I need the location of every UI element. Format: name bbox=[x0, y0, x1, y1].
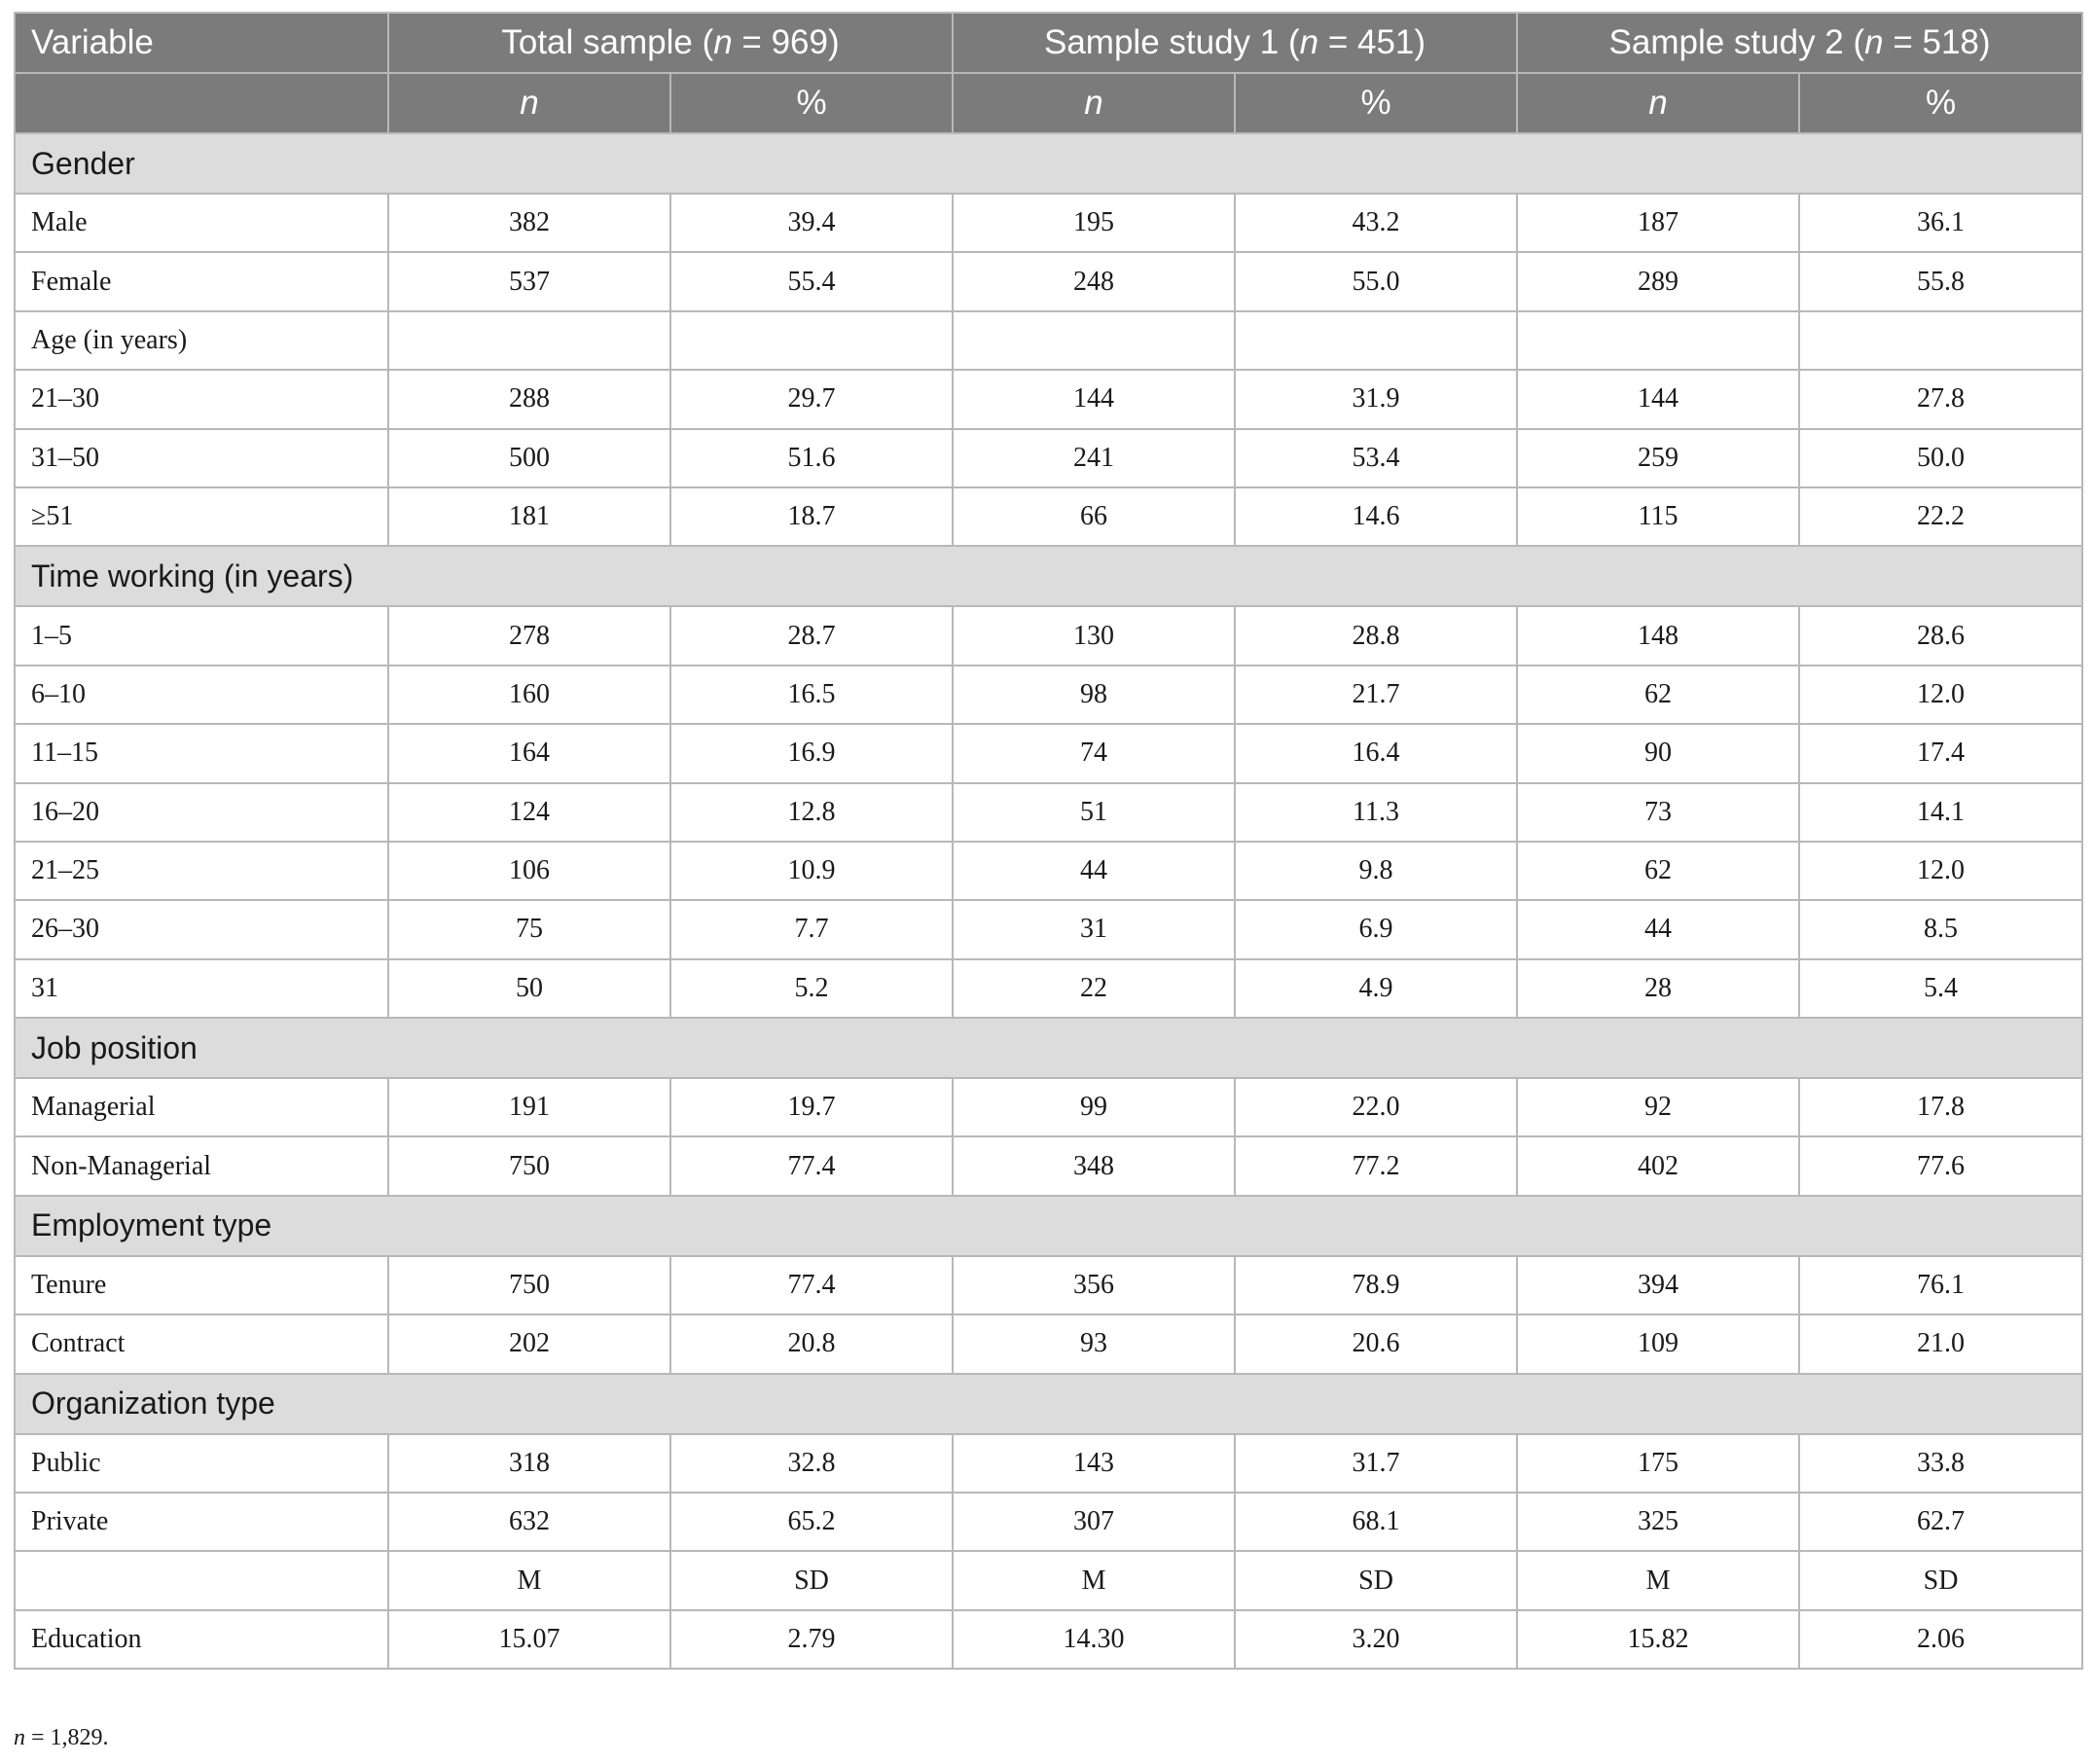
table-row bbox=[15, 1314, 2082, 1373]
section-title: Organization type bbox=[15, 1374, 2082, 1434]
cell-n: 382 bbox=[388, 194, 670, 252]
cell-percent: 20.6 bbox=[1235, 1314, 1517, 1373]
cell-n: 394 bbox=[1517, 1256, 1799, 1314]
cell-n: 181 bbox=[388, 487, 670, 546]
cell-percent: 55.8 bbox=[1799, 252, 2082, 310]
cell-percent: 65.2 bbox=[670, 1493, 953, 1551]
cell-n: 124 bbox=[388, 783, 670, 842]
cell-n: M bbox=[1517, 1551, 1799, 1609]
cell-percent: 28.6 bbox=[1799, 606, 2082, 665]
table-body bbox=[15, 133, 2082, 1669]
cell-n: 51 bbox=[953, 783, 1235, 842]
cell-percent: 33.8 bbox=[1799, 1434, 2082, 1493]
cell-percent: SD bbox=[1235, 1551, 1517, 1609]
section-row-job-position bbox=[15, 1018, 2082, 1078]
cell-percent: 51.6 bbox=[670, 429, 953, 487]
cell-n: 148 bbox=[1517, 606, 1799, 665]
cell-percent: 53.4 bbox=[1235, 429, 1517, 487]
cell-percent: 39.4 bbox=[670, 194, 953, 252]
cell-n: 50 bbox=[388, 959, 670, 1018]
row-label: ≥51 bbox=[15, 487, 388, 546]
cell-percent: 55.4 bbox=[670, 252, 953, 310]
cell-percent: 10.9 bbox=[670, 842, 953, 900]
cell-percent: 16.5 bbox=[670, 666, 953, 724]
table-row bbox=[15, 1136, 2082, 1195]
subheader-n: n bbox=[1517, 73, 1799, 133]
cell-n: 62 bbox=[1517, 666, 1799, 724]
cell-percent: 19.7 bbox=[670, 1078, 953, 1136]
row-label: Tenure bbox=[15, 1256, 388, 1314]
cell-n bbox=[953, 311, 1235, 370]
cell-percent: 28.7 bbox=[670, 606, 953, 665]
cell-n bbox=[388, 311, 670, 370]
cell-n: 356 bbox=[953, 1256, 1235, 1314]
cell-n: 325 bbox=[1517, 1493, 1799, 1551]
cell-n: 164 bbox=[388, 724, 670, 782]
table-row bbox=[15, 1078, 2082, 1136]
row-label: 21–30 bbox=[15, 370, 388, 428]
cell-n: M bbox=[388, 1551, 670, 1609]
table-row bbox=[15, 311, 2082, 370]
subheader-percent: % bbox=[1799, 73, 2082, 133]
cell-n: 15.07 bbox=[388, 1610, 670, 1669]
cell-n: 160 bbox=[388, 666, 670, 724]
subheader-n: n bbox=[953, 73, 1235, 133]
section-row-gender bbox=[15, 133, 2082, 194]
cell-percent: 21.0 bbox=[1799, 1314, 2082, 1373]
table-footnote: n = 1,829. bbox=[14, 1725, 109, 1750]
cell-percent: 31.7 bbox=[1235, 1434, 1517, 1493]
section-row-employment-type bbox=[15, 1196, 2082, 1256]
table-row bbox=[15, 370, 2082, 428]
table-row bbox=[15, 1551, 2082, 1609]
cell-percent bbox=[670, 311, 953, 370]
cell-percent: 31.9 bbox=[1235, 370, 1517, 428]
cell-n: 278 bbox=[388, 606, 670, 665]
row-label: 16–20 bbox=[15, 783, 388, 842]
row-label: 26–30 bbox=[15, 900, 388, 958]
cell-percent: 27.8 bbox=[1799, 370, 2082, 428]
cell-percent: 29.7 bbox=[670, 370, 953, 428]
cell-n: 22 bbox=[953, 959, 1235, 1018]
cell-n: 144 bbox=[953, 370, 1235, 428]
cell-n: 93 bbox=[953, 1314, 1235, 1373]
cell-percent: 4.9 bbox=[1235, 959, 1517, 1018]
cell-percent: 76.1 bbox=[1799, 1256, 2082, 1314]
cell-percent: 2.06 bbox=[1799, 1610, 2082, 1669]
cell-percent: 43.2 bbox=[1235, 194, 1517, 252]
cell-percent: 22.0 bbox=[1235, 1078, 1517, 1136]
cell-n: 202 bbox=[388, 1314, 670, 1373]
cell-percent: 32.8 bbox=[670, 1434, 953, 1493]
row-label: Age (in years) bbox=[15, 311, 388, 370]
header-sample-study-2: Sample study 2 (n = 518) bbox=[1517, 13, 2082, 73]
row-label: Non-Managerial bbox=[15, 1136, 388, 1195]
cell-percent: 17.4 bbox=[1799, 724, 2082, 782]
table-row bbox=[15, 429, 2082, 487]
table-row bbox=[15, 783, 2082, 842]
cell-n: 75 bbox=[388, 900, 670, 958]
table-row bbox=[15, 487, 2082, 546]
cell-percent: 78.9 bbox=[1235, 1256, 1517, 1314]
cell-percent: 62.7 bbox=[1799, 1493, 2082, 1551]
table-row bbox=[15, 724, 2082, 782]
cell-n: 289 bbox=[1517, 252, 1799, 310]
cell-n: 99 bbox=[953, 1078, 1235, 1136]
cell-percent: 16.9 bbox=[670, 724, 953, 782]
cell-n: 115 bbox=[1517, 487, 1799, 546]
cell-n: 106 bbox=[388, 842, 670, 900]
cell-n: 537 bbox=[388, 252, 670, 310]
cell-n: 248 bbox=[953, 252, 1235, 310]
section-title: Time working (in years) bbox=[15, 546, 2082, 606]
table-header bbox=[15, 13, 2082, 133]
cell-percent: 77.4 bbox=[670, 1136, 953, 1195]
cell-percent: SD bbox=[670, 1551, 953, 1609]
cell-n: 191 bbox=[388, 1078, 670, 1136]
cell-n: 62 bbox=[1517, 842, 1799, 900]
cell-percent: 6.9 bbox=[1235, 900, 1517, 958]
cell-n: 73 bbox=[1517, 783, 1799, 842]
row-label: 31 bbox=[15, 959, 388, 1018]
cell-percent: 21.7 bbox=[1235, 666, 1517, 724]
table-row bbox=[15, 1610, 2082, 1669]
row-label: Private bbox=[15, 1493, 388, 1551]
cell-n: 288 bbox=[388, 370, 670, 428]
cell-n: 402 bbox=[1517, 1136, 1799, 1195]
table-row bbox=[15, 606, 2082, 665]
cell-n: 44 bbox=[953, 842, 1235, 900]
demographics-table-container bbox=[14, 12, 2081, 1670]
header-total-sample: Total sample (n = 969) bbox=[388, 13, 953, 73]
cell-percent: 14.1 bbox=[1799, 783, 2082, 842]
cell-percent bbox=[1235, 311, 1517, 370]
section-title: Employment type bbox=[15, 1196, 2082, 1256]
row-label bbox=[15, 1551, 388, 1609]
cell-n: 750 bbox=[388, 1136, 670, 1195]
section-row-organization-type bbox=[15, 1374, 2082, 1434]
row-label: 1–5 bbox=[15, 606, 388, 665]
table-row bbox=[15, 1493, 2082, 1551]
cell-n: 187 bbox=[1517, 194, 1799, 252]
cell-n: 500 bbox=[388, 429, 670, 487]
cell-n: 92 bbox=[1517, 1078, 1799, 1136]
cell-percent: 9.8 bbox=[1235, 842, 1517, 900]
cell-n: 66 bbox=[953, 487, 1235, 546]
cell-n: 143 bbox=[953, 1434, 1235, 1493]
cell-n: 348 bbox=[953, 1136, 1235, 1195]
cell-n: 175 bbox=[1517, 1434, 1799, 1493]
cell-n: 98 bbox=[953, 666, 1235, 724]
row-label: Public bbox=[15, 1434, 388, 1493]
cell-percent: 20.8 bbox=[670, 1314, 953, 1373]
cell-percent: 18.7 bbox=[670, 487, 953, 546]
cell-percent bbox=[1799, 311, 2082, 370]
cell-percent: 14.6 bbox=[1235, 487, 1517, 546]
cell-percent: 77.4 bbox=[670, 1256, 953, 1314]
table-row bbox=[15, 666, 2082, 724]
table-row bbox=[15, 842, 2082, 900]
header-row-groups bbox=[15, 13, 2082, 73]
subheader-percent: % bbox=[1235, 73, 1517, 133]
subheader-percent: % bbox=[670, 73, 953, 133]
cell-percent: 3.20 bbox=[1235, 1610, 1517, 1669]
row-label: 11–15 bbox=[15, 724, 388, 782]
cell-n: 241 bbox=[953, 429, 1235, 487]
cell-n: 15.82 bbox=[1517, 1610, 1799, 1669]
cell-n: 307 bbox=[953, 1493, 1235, 1551]
cell-n: M bbox=[953, 1551, 1235, 1609]
cell-percent: 55.0 bbox=[1235, 252, 1517, 310]
cell-percent: 16.4 bbox=[1235, 724, 1517, 782]
cell-n bbox=[1517, 311, 1799, 370]
row-label: Education bbox=[15, 1610, 388, 1669]
cell-percent: 68.1 bbox=[1235, 1493, 1517, 1551]
cell-percent: 5.2 bbox=[670, 959, 953, 1018]
cell-percent: 11.3 bbox=[1235, 783, 1517, 842]
cell-percent: 2.79 bbox=[670, 1610, 953, 1669]
demographics-table bbox=[14, 12, 2083, 1670]
subheader-n: n bbox=[388, 73, 670, 133]
cell-n: 632 bbox=[388, 1493, 670, 1551]
cell-n: 14.30 bbox=[953, 1610, 1235, 1669]
table-row bbox=[15, 194, 2082, 252]
cell-percent: 5.4 bbox=[1799, 959, 2082, 1018]
section-row-time-working bbox=[15, 546, 2082, 606]
section-title: Gender bbox=[15, 133, 2082, 194]
cell-n: 109 bbox=[1517, 1314, 1799, 1373]
cell-percent: 17.8 bbox=[1799, 1078, 2082, 1136]
row-label: Managerial bbox=[15, 1078, 388, 1136]
cell-n: 28 bbox=[1517, 959, 1799, 1018]
table-row bbox=[15, 1256, 2082, 1314]
header-sample-study-1: Sample study 1 (n = 451) bbox=[953, 13, 1517, 73]
table-row bbox=[15, 900, 2082, 958]
cell-percent: SD bbox=[1799, 1551, 2082, 1609]
table-row bbox=[15, 252, 2082, 310]
row-label: Female bbox=[15, 252, 388, 310]
cell-n: 750 bbox=[388, 1256, 670, 1314]
cell-n: 44 bbox=[1517, 900, 1799, 958]
cell-percent: 50.0 bbox=[1799, 429, 2082, 487]
table-row bbox=[15, 959, 2082, 1018]
cell-percent: 77.6 bbox=[1799, 1136, 2082, 1195]
table-row bbox=[15, 1434, 2082, 1493]
cell-n: 74 bbox=[953, 724, 1235, 782]
row-label: 31–50 bbox=[15, 429, 388, 487]
cell-percent: 22.2 bbox=[1799, 487, 2082, 546]
cell-n: 318 bbox=[388, 1434, 670, 1493]
cell-n: 90 bbox=[1517, 724, 1799, 782]
cell-percent: 77.2 bbox=[1235, 1136, 1517, 1195]
cell-n: 195 bbox=[953, 194, 1235, 252]
cell-n: 144 bbox=[1517, 370, 1799, 428]
header-blank bbox=[15, 73, 388, 133]
cell-n: 31 bbox=[953, 900, 1235, 958]
cell-percent: 12.0 bbox=[1799, 666, 2082, 724]
row-label: Male bbox=[15, 194, 388, 252]
cell-n: 259 bbox=[1517, 429, 1799, 487]
section-title: Job position bbox=[15, 1018, 2082, 1078]
cell-percent: 12.0 bbox=[1799, 842, 2082, 900]
cell-percent: 7.7 bbox=[670, 900, 953, 958]
header-variable: Variable bbox=[15, 13, 388, 73]
header-row-subcols bbox=[15, 73, 2082, 133]
row-label: 21–25 bbox=[15, 842, 388, 900]
cell-percent: 36.1 bbox=[1799, 194, 2082, 252]
row-label: Contract bbox=[15, 1314, 388, 1373]
cell-percent: 12.8 bbox=[670, 783, 953, 842]
cell-percent: 28.8 bbox=[1235, 606, 1517, 665]
row-label: 6–10 bbox=[15, 666, 388, 724]
cell-n: 130 bbox=[953, 606, 1235, 665]
cell-percent: 8.5 bbox=[1799, 900, 2082, 958]
